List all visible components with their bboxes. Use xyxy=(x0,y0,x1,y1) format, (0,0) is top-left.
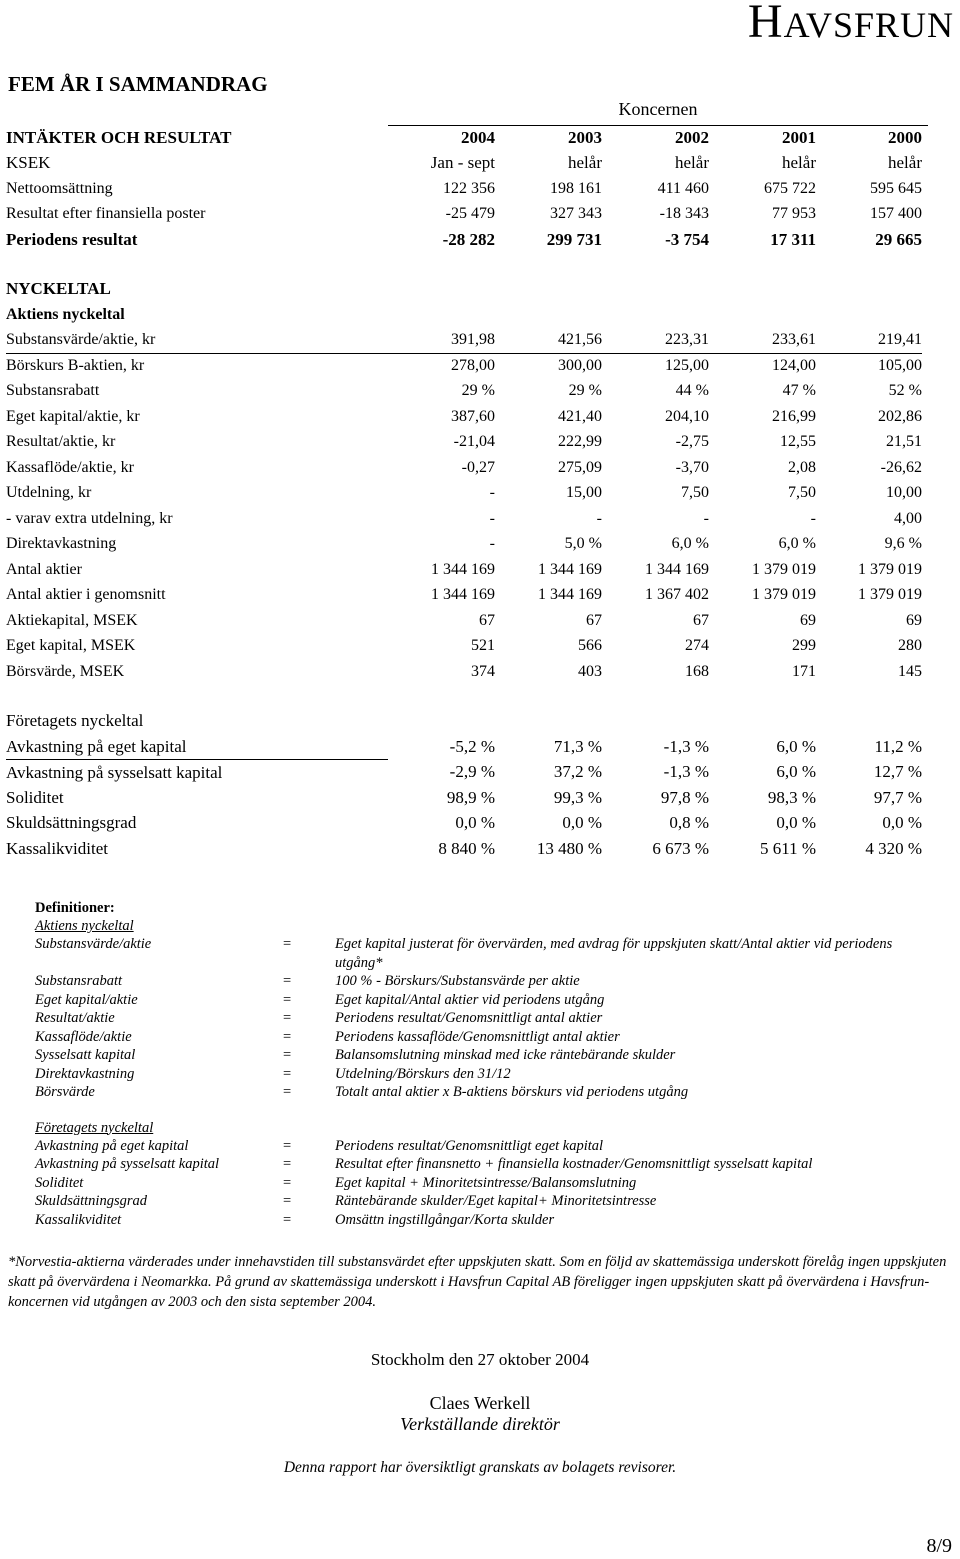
table-row xyxy=(6,583,922,609)
cell-value xyxy=(602,709,709,735)
cell-value: 2004 xyxy=(461,127,495,147)
cell-value xyxy=(709,302,816,328)
cell-value: 233,61 xyxy=(709,328,816,354)
row-label: Soliditet xyxy=(6,787,64,807)
cell-value: 9,6 % xyxy=(884,535,922,553)
cell-value: 7,50 xyxy=(681,484,709,502)
cell-value: 67 xyxy=(693,611,709,629)
cell-value: 69 xyxy=(800,611,816,629)
definition-equals: = xyxy=(283,1084,292,1100)
cell-value: - xyxy=(489,484,495,502)
cell-value: 387,60 xyxy=(451,407,495,425)
cell-value: 21,51 xyxy=(886,433,922,451)
cell-value: 222,99 xyxy=(558,433,602,451)
cell-value: 1 344 169 xyxy=(645,560,709,578)
cell-value: 13 480 % xyxy=(536,838,602,858)
definition-term: Sysselsatt kapital xyxy=(35,1047,136,1063)
table-row xyxy=(6,608,922,634)
cell-value: 125,00 xyxy=(665,357,709,374)
cell-value: - xyxy=(489,535,495,553)
page-number: 8/9 xyxy=(926,1535,952,1557)
row-label: Antal aktier xyxy=(6,560,82,578)
definition-row xyxy=(35,1174,935,1193)
definition-text: Eget kapital/Antal aktier vid periodens utgång xyxy=(335,991,605,1008)
row-label: Nettoomsättning xyxy=(6,179,113,197)
table-row xyxy=(6,734,922,760)
definition-row xyxy=(35,1065,935,1084)
table-row xyxy=(6,430,922,456)
table-row xyxy=(6,532,922,558)
cell-value: 198 161 xyxy=(550,179,602,197)
signer-name: Claes Werkell xyxy=(429,1393,531,1413)
cell-value xyxy=(495,253,602,277)
row-label: Aktiekapital, MSEK xyxy=(6,611,138,629)
cell-value xyxy=(709,277,816,303)
row-label: INTÄKTER OCH RESULTAT xyxy=(6,127,232,147)
cell-value: 97,8 % xyxy=(660,787,709,807)
cell-value: 374 xyxy=(471,662,495,680)
cell-value: 122 356 xyxy=(443,179,495,197)
cell-value: 0,0 % xyxy=(776,813,816,833)
cell-value: 157 400 xyxy=(870,205,922,223)
table-row xyxy=(6,659,922,685)
cell-value: 274 xyxy=(685,637,709,655)
cell-value: 77 953 xyxy=(772,205,816,223)
definition-row xyxy=(35,935,935,972)
cell-value: 29 665 xyxy=(875,229,922,249)
table-row xyxy=(6,404,922,430)
cell-value xyxy=(495,709,602,735)
definitions-section xyxy=(35,900,935,1229)
row-label: Börsvärde, MSEK xyxy=(6,662,125,680)
row-label xyxy=(6,253,388,277)
cell-value: 0,0 % xyxy=(882,813,922,833)
cell-value: helår xyxy=(675,153,709,173)
row-label: Substansvärde/aktie, kr xyxy=(6,328,388,354)
cell-value: 98,3 % xyxy=(767,787,816,807)
definition-text: Eget kapital + Minoritetsintresse/Balansomslutning xyxy=(335,1174,637,1191)
cell-value: 219,41 xyxy=(816,328,922,354)
cell-value: 0,0 % xyxy=(562,813,602,833)
row-label: Direktavkastning xyxy=(6,535,117,553)
cell-value: - xyxy=(703,509,709,527)
cell-value: 1 344 169 xyxy=(538,560,602,578)
cell-value: 0,0 % xyxy=(455,813,495,833)
cell-value: -26,62 xyxy=(880,458,922,476)
definition-text: Periodens resultat/Genomsnittligt antal aktier xyxy=(335,1010,603,1026)
logo-initial: H xyxy=(747,0,784,48)
row-label: Företagets nyckeltal xyxy=(6,711,144,731)
footnote: *Norvestia-aktierna värderades under innehavstiden till substansvärdet efter uppskjuten skatt. Som en följd av skattemässiga underskott förelåg ingen uppskjuten skatt på övervärdena i Neomarkka. På grund av skattemässiga underskott i Havsfrun Capital AB föreligger ingen uppskjuten skatt på övervärdena i Havsfrun-koncernen vid utgången av 2003 och den sista september 2004. xyxy=(8,1254,947,1310)
page-title: FEM ÅR I SAMMANDRAG xyxy=(8,72,268,96)
table-row xyxy=(6,481,922,507)
cell-value: 145 xyxy=(898,662,922,680)
definition-term: Kassalikviditet xyxy=(35,1211,122,1228)
cell-value: 69 xyxy=(906,611,922,629)
table-row xyxy=(6,836,922,862)
cell-value: 97,7 % xyxy=(873,787,922,807)
cell-value: 12,7 % xyxy=(873,762,922,782)
cell-value xyxy=(602,277,709,303)
cell-value: 15,00 xyxy=(566,484,602,502)
definition-equals: = xyxy=(283,936,292,952)
row-label: Resultat/aktie, kr xyxy=(6,433,116,451)
cell-value: 675 722 xyxy=(764,179,816,197)
cell-value xyxy=(388,685,495,709)
cell-value: -2,75 xyxy=(675,433,709,451)
signer-role: Verkställande direktör xyxy=(400,1414,560,1434)
definitions-list-shares xyxy=(35,935,935,1102)
cell-value: 8 840 % xyxy=(438,838,495,858)
cell-value: - xyxy=(489,509,495,527)
cell-value: -2,9 % xyxy=(449,762,495,782)
definition-term: Resultat/aktie xyxy=(35,1010,115,1026)
definition-row xyxy=(35,1083,935,1102)
cell-value: -1,3 % xyxy=(663,736,709,756)
cell-value: 2002 xyxy=(675,127,709,147)
cell-value: 204,10 xyxy=(665,407,709,425)
cell-value: 202,86 xyxy=(878,407,922,425)
cell-value: 37,2 % xyxy=(553,762,602,782)
cell-value: 2000 xyxy=(888,127,922,147)
cell-value xyxy=(816,277,922,303)
definition-row xyxy=(35,1192,935,1211)
cell-value xyxy=(602,685,709,709)
row-label: Kassaflöde/aktie, kr xyxy=(6,458,134,476)
row-label: Utdelning, kr xyxy=(6,484,92,502)
definition-equals: = xyxy=(283,1028,292,1045)
definition-equals: = xyxy=(283,1047,292,1063)
table-row xyxy=(6,379,922,405)
definitions-section-shares: Aktiens nyckeltal xyxy=(35,918,134,934)
cell-value xyxy=(388,277,495,303)
cell-value: -21,04 xyxy=(453,433,495,451)
definition-equals: = xyxy=(283,1211,292,1228)
row-label: - varav extra utdelning, kr xyxy=(6,509,173,527)
cell-value: Jan - sept xyxy=(430,153,495,173)
definition-equals: = xyxy=(283,991,292,1008)
definition-equals: = xyxy=(283,1174,292,1191)
table-row xyxy=(6,328,922,354)
row-label: Aktiens nyckeltal xyxy=(6,305,125,323)
row-label: Periodens resultat xyxy=(6,229,138,249)
cell-value: helår xyxy=(782,153,816,173)
cell-value: -3 754 xyxy=(665,229,709,249)
cell-value: 6,0 % xyxy=(671,535,709,553)
definition-equals: = xyxy=(283,1137,292,1154)
definition-equals: = xyxy=(283,1156,292,1172)
cell-value xyxy=(495,685,602,709)
cell-value: - xyxy=(596,509,602,527)
definition-text: Eget kapital justerat för övervärden, med avdrag för uppskjuten skatt/Antal aktier vid periodens utgång* xyxy=(335,936,893,971)
cell-value: 168 xyxy=(685,662,709,680)
cell-value: 391,98 xyxy=(388,328,495,354)
cell-value: 521 xyxy=(471,637,495,655)
cell-value: 29 % xyxy=(568,382,602,400)
cell-value: -5,2 % xyxy=(449,736,495,756)
definition-term: Kassaflöde/aktie xyxy=(35,1028,132,1045)
cell-value: 300,00 xyxy=(558,357,602,374)
cell-value xyxy=(709,253,816,277)
cell-value: 6,0 % xyxy=(776,762,816,782)
definitions-list-company xyxy=(35,1137,935,1230)
row-label: Substansrabatt xyxy=(6,382,100,400)
cell-value xyxy=(816,685,922,709)
cell-value: helår xyxy=(888,153,922,173)
cell-value: 171 xyxy=(792,662,816,680)
cell-value: 216,99 xyxy=(772,407,816,425)
definitions-section-company: Företagets nyckeltal xyxy=(35,1119,154,1136)
cell-value: 2001 xyxy=(782,127,816,147)
row-label: Avkastning på sysselsatt kapital xyxy=(6,762,223,782)
cell-value: helår xyxy=(568,153,602,173)
definition-text: Utdelning/Börskurs den 31/12 xyxy=(335,1065,511,1082)
cell-value: 421,40 xyxy=(558,407,602,425)
cell-value: 1 367 402 xyxy=(645,586,709,604)
definition-term: Avkastning på sysselsatt kapital xyxy=(35,1156,220,1172)
definition-term: Skuldsättningsgrad xyxy=(35,1193,147,1209)
cell-value: 124,00 xyxy=(772,357,816,374)
definition-row xyxy=(35,1009,935,1028)
cell-value xyxy=(495,302,602,328)
cell-value: 44 % xyxy=(675,382,709,400)
havsfrun-logo xyxy=(748,0,954,47)
definitions-heading: Definitioner: xyxy=(35,900,115,916)
cell-value: 6,0 % xyxy=(778,535,816,553)
definition-row xyxy=(35,1137,935,1156)
cell-value: 29 % xyxy=(461,382,495,400)
definition-text: Periodens kassaflöde/Genomsnittligt antal aktier xyxy=(335,1028,620,1045)
cell-value: 411 460 xyxy=(657,179,709,197)
review-note: Denna rapport har översiktligt granskats av bolagets revisorer. xyxy=(283,1459,677,1476)
cell-value: 299 731 xyxy=(546,229,602,249)
cell-value xyxy=(709,685,816,709)
definition-text: Totalt antal aktier x B-aktiens börskurs vid periodens utgång xyxy=(335,1084,689,1100)
table-row xyxy=(6,253,922,277)
cell-value: 278,00 xyxy=(451,357,495,374)
row-label: Eget kapital/aktie, kr xyxy=(6,407,140,425)
logo-rest: AVSFRUN xyxy=(783,5,954,45)
table-row xyxy=(6,227,922,253)
cell-value: 0,8 % xyxy=(669,813,709,833)
definition-text: Periodens resultat/Genomsnittligt eget kapital xyxy=(335,1137,604,1154)
cell-value: 12,55 xyxy=(780,433,816,451)
table-row xyxy=(6,557,922,583)
table-row xyxy=(6,176,922,202)
cell-value: 280 xyxy=(898,637,922,655)
cell-value: 7,50 xyxy=(788,484,816,502)
row-label: Avkastning på eget kapital xyxy=(6,734,388,760)
cell-value: - xyxy=(810,509,816,527)
cell-value: 10,00 xyxy=(886,484,922,502)
cell-value: 98,9 % xyxy=(446,787,495,807)
table-row xyxy=(6,634,922,660)
definition-row xyxy=(35,1155,935,1174)
place-date: Stockholm den 27 oktober 2004 xyxy=(370,1350,590,1369)
cell-value: 52 % xyxy=(888,382,922,400)
table-row xyxy=(6,455,922,481)
row-label: Kassalikviditet xyxy=(6,838,108,858)
definition-text: 100 % - Börskurs/Substansvärde per aktie xyxy=(335,973,580,989)
definition-row xyxy=(35,991,935,1010)
definition-text: Räntebärande skulder/Eget kapital+ Minoritetsintresse xyxy=(335,1193,657,1209)
table-row xyxy=(6,302,922,328)
cell-value: 566 xyxy=(578,637,602,655)
definition-term: Börsvärde xyxy=(35,1084,95,1100)
cell-value: 2,08 xyxy=(788,458,816,476)
row-label: Börskurs B-aktien, kr xyxy=(6,357,145,374)
cell-value: 4,00 xyxy=(894,509,922,527)
cell-value: 1 379 019 xyxy=(858,560,922,578)
cell-value: -18 343 xyxy=(659,205,709,223)
cell-value: 5 611 % xyxy=(759,838,816,858)
group-header: Koncernen xyxy=(618,99,698,119)
table-row xyxy=(6,811,922,837)
cell-value: -28 282 xyxy=(442,229,495,249)
cell-value: 299 xyxy=(792,637,816,655)
cell-value: 1 344 169 xyxy=(431,586,495,604)
row-label: NYCKELTAL xyxy=(6,279,111,299)
cell-value: 67 xyxy=(479,611,495,629)
definition-text: Resultat efter finansnetto + finansiella kostnader/Genomsnittligt sysselsatt kapital xyxy=(335,1156,813,1172)
definition-term: Substansvärde/aktie xyxy=(35,936,152,952)
cell-value xyxy=(388,709,495,735)
cell-value: 1 379 019 xyxy=(752,560,816,578)
definition-term: Direktavkastning xyxy=(35,1065,135,1082)
cell-value: 6,0 % xyxy=(776,736,816,756)
table-row xyxy=(6,202,922,228)
cell-value: 6 673 % xyxy=(652,838,709,858)
cell-value: -0,27 xyxy=(461,458,495,476)
cell-value: 105,00 xyxy=(878,357,922,374)
row-label: Skuldsättningsgrad xyxy=(6,813,137,833)
cell-value: 17 311 xyxy=(770,229,816,249)
cell-value: 47 % xyxy=(782,382,816,400)
definition-term: Substansrabatt xyxy=(35,973,123,989)
cell-value: 1 379 019 xyxy=(858,586,922,604)
table-row xyxy=(6,125,922,151)
definition-term: Avkastning på eget kapital xyxy=(35,1137,189,1154)
cell-value xyxy=(816,709,922,735)
table-row xyxy=(6,277,922,303)
cell-value: -3,70 xyxy=(675,458,709,476)
cell-value: -25 479 xyxy=(445,205,495,223)
cell-value: 99,3 % xyxy=(553,787,602,807)
definition-row xyxy=(35,1028,935,1047)
definition-text: Omsättn ingstillgångar/Korta skulder xyxy=(335,1211,555,1228)
cell-value: 2003 xyxy=(568,127,602,147)
cell-value: 71,3 % xyxy=(553,736,602,756)
definition-equals: = xyxy=(283,1065,292,1082)
table-row xyxy=(6,353,922,379)
cell-value: 595 645 xyxy=(870,179,922,197)
cell-value xyxy=(495,277,602,303)
definition-term: Soliditet xyxy=(35,1174,84,1191)
cell-value xyxy=(709,709,816,735)
table-row xyxy=(6,785,922,811)
definition-text: Balansomslutning minskad med icke räntebärande skulder xyxy=(335,1047,676,1063)
definition-equals: = xyxy=(283,973,292,989)
row-label: Antal aktier i genomsnitt xyxy=(6,586,166,604)
cell-value: 223,31 xyxy=(602,328,709,354)
row-label: KSEK xyxy=(6,153,51,173)
table-row xyxy=(6,760,922,786)
cell-value: 4 320 % xyxy=(865,838,922,858)
table-row xyxy=(6,709,922,735)
cell-value: 1 344 169 xyxy=(431,560,495,578)
cell-value: 421,56 xyxy=(495,328,602,354)
cell-value: -1,3 % xyxy=(663,762,709,782)
cell-value: 11,2 % xyxy=(874,736,922,756)
definition-row xyxy=(35,972,935,991)
cell-value xyxy=(816,253,922,277)
cell-value xyxy=(602,302,709,328)
cell-value xyxy=(816,302,922,328)
cell-value: 1 379 019 xyxy=(752,586,816,604)
cell-value: 327 343 xyxy=(550,205,602,223)
cell-value: 67 xyxy=(586,611,602,629)
row-label xyxy=(6,685,388,709)
definition-equals: = xyxy=(283,1193,292,1209)
definition-term: Eget kapital/aktie xyxy=(35,991,138,1008)
definition-row xyxy=(35,1211,935,1230)
financial-summary-table xyxy=(6,125,922,862)
definition-row xyxy=(35,1046,935,1065)
table-row xyxy=(6,685,922,709)
table-row xyxy=(6,151,922,177)
cell-value: 403 xyxy=(578,662,602,680)
cell-value: 1 344 169 xyxy=(538,586,602,604)
table-row xyxy=(6,506,922,532)
cell-value: 275,09 xyxy=(558,458,602,476)
cell-value xyxy=(388,302,495,328)
cell-value: 5,0 % xyxy=(564,535,602,553)
cell-value xyxy=(388,253,495,277)
cell-value xyxy=(602,253,709,277)
definition-equals: = xyxy=(283,1010,292,1026)
row-label: Resultat efter finansiella poster xyxy=(6,205,206,223)
row-label: Eget kapital, MSEK xyxy=(6,637,136,655)
